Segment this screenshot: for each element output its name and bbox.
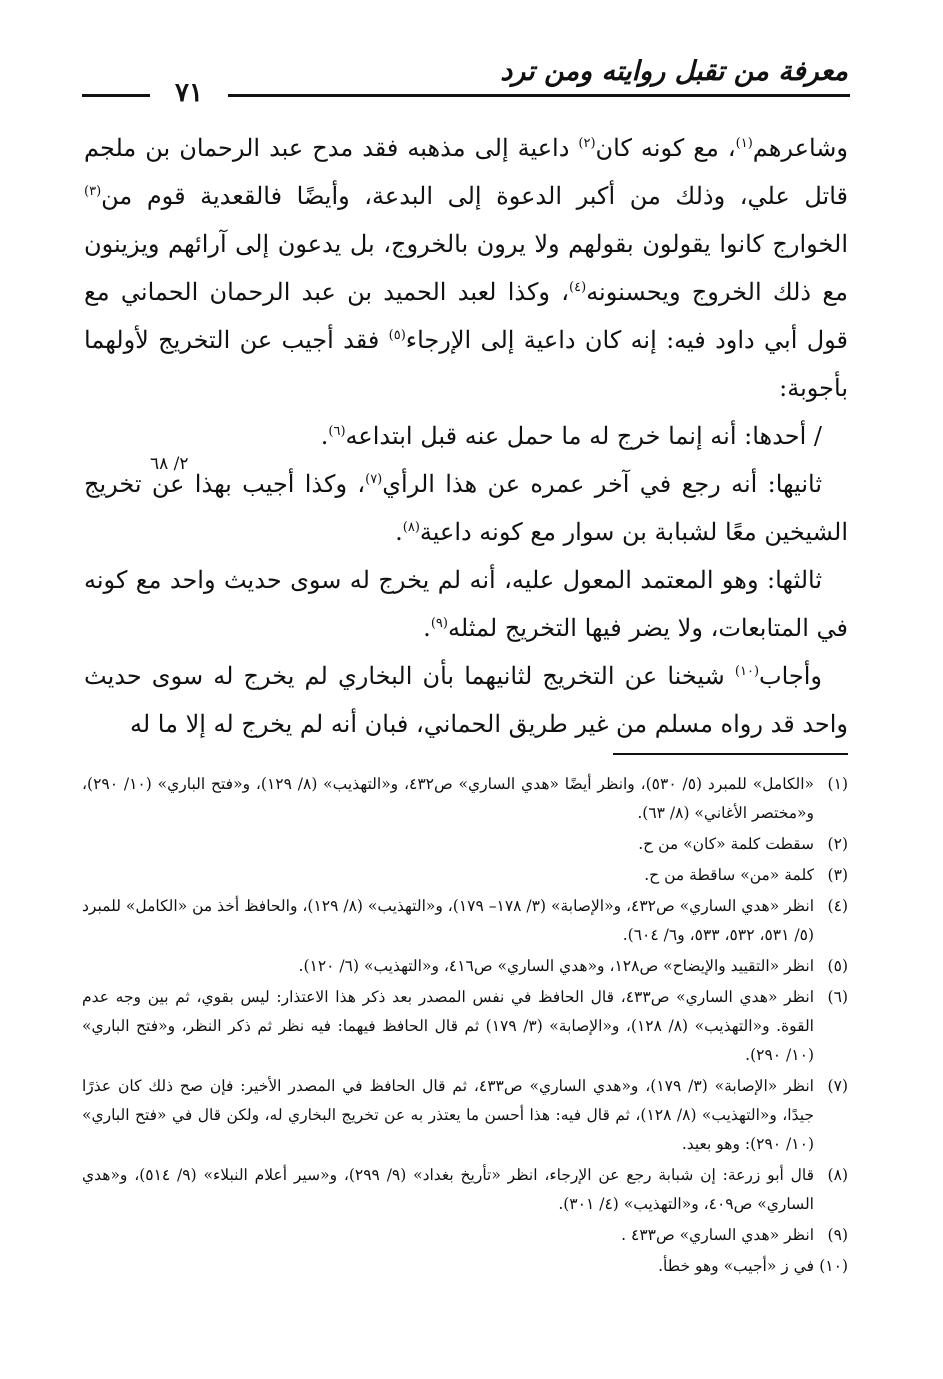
footnote-text: انظر «التقييد والإيضاح» ص١٢٨، و«هدي الساري» ص٤١٦، و«التهذيب» (٦/ ١٢٠).: [298, 957, 814, 975]
footnote-number: (٩): [827, 1226, 848, 1244]
text-run: ، وكذا لعبد الحميد بن عبد الرحمان الحماني مع قول أبي داود فيه: إنه كان داعية إلى الإرجاء: [84, 278, 848, 354]
text-run: ثالثها: وهو المعتمد المعول عليه، أنه لم يخرج له سوى حديث واحد مع كونه في المتابعات، ولا يضر فيها التخريج لمثله: [84, 566, 848, 642]
footnotes: [82, 770, 848, 1283]
footnote-number: (٥): [827, 957, 848, 975]
footnote-marker[interactable]: (٢): [578, 136, 596, 151]
footnote-item: [82, 770, 848, 828]
text-run: ، مع كونه كان: [595, 134, 736, 162]
footnote-number: (١): [827, 775, 848, 793]
text-run: وأجاب: [759, 662, 823, 690]
paragraph-5: [84, 652, 848, 748]
footnote-text: كلمة «من» ساقطة من ح.: [644, 866, 814, 884]
text-run: ، وكذا أجيب بهذا عن تخريج الشيخين معًا لشبابة بن سوار مع كونه داعية: [84, 470, 848, 546]
footnote-text: انظر «هدي الساري» ص٤٣٣ .: [621, 1226, 814, 1244]
main-text: [84, 124, 848, 748]
footnote-number: (١٠): [819, 1257, 848, 1275]
footnote-item: [82, 952, 848, 981]
footnote-marker[interactable]: (٤): [569, 280, 587, 295]
footnote-number: (٨): [827, 1166, 848, 1184]
text-run: .: [320, 422, 329, 450]
margin-reference: ٢/ ٦٨: [150, 454, 189, 474]
text-run: ثانيها: أنه رجع في آخر عمره عن هذا الرأي: [382, 470, 822, 498]
text-run: فقد أجيب عن التخريج لأولهما بأجوبة:: [84, 326, 848, 402]
footnote-number: (٦): [827, 988, 848, 1006]
footnote-marker[interactable]: (٣): [84, 184, 102, 199]
footnote-text: سقطت كلمة «كان» من ح.: [638, 835, 814, 853]
footnote-item: [82, 983, 848, 1070]
footnote-text: في ز «أجيب» وهو خطأ.: [658, 1257, 814, 1275]
footnote-item: [82, 861, 848, 890]
footnote-item: [82, 1221, 848, 1250]
footnote-item: [82, 830, 848, 859]
text-run: .: [423, 614, 431, 642]
footnote-marker[interactable]: (٦): [328, 424, 346, 439]
text-run: .: [395, 518, 403, 546]
text-run: / أحدها: أنه إنما خرج له ما حمل عنه قبل ابتداعه: [345, 422, 822, 450]
footnote-text: انظر «الإصابة» (٣/ ١٧٩)، و«هدي الساري» ص٤٣٣، ثم قال الحافظ في المصدر الأخير: فإن صح ذلك كان عذرًا جيدًا، و«التهذيب» (٨/ ١٢٨)، ثم قال فيه: هذا أحسن ما يعتذر به عن تخريج البخاري له، ولكن قال في «فتح الباري» (١٠/ ٢٩٠): وهو بعيد.: [82, 1077, 815, 1153]
footnote-item: [82, 1161, 848, 1219]
footnote-text: انظر «هدي الساري» ص٤٣٣، قال الحافظ في نفس المصدر بعد ذكر هذا الاعتذار: ليس بقوي، ثم بين وجه عدم القوة. و«التهذيب» (٨/ ١٢٨)، و«الإصابة» (٣/ ١٧٩) ثم قال الحافظ فيهما: فيه نظر ثم ذكر النظر، و«فتح الباري» (١٠/ ٢٩٠).: [82, 988, 814, 1064]
paragraph-1: [84, 124, 848, 412]
text-run: وشاعرهم: [752, 134, 848, 162]
page-number-box: [150, 78, 228, 114]
footnote-text: قال أبو زرعة: إن شبابة رجع عن الإرجاء، انظر «تأريخ بغداد» (٩/ ٢٩٩)، و«سير أعلام النبلاء» (٩/ ٥١٤)، و«هدي الساري» ص٤٠٩، و«التهذيب» (٤/ ٣٠١).: [82, 1166, 815, 1213]
footnote-number: (٣): [827, 866, 848, 884]
paragraph-3: [84, 460, 848, 556]
footnote-marker[interactable]: (٨): [402, 520, 420, 535]
footnote-text: انظر «هدي الساري» ص٤٣٢، و«الإصابة» (٣/ ١٧٨– ١٧٩)، و«التهذيب» (٨/ ١٢٩)، والحافظ أخذ من «الكامل» للمبرد (٥/ ٥٣١، ٥٣٢، ٥٣٣، و٦/ ٦٠٤).: [81, 897, 814, 944]
footnote-number: (٤): [827, 897, 848, 915]
text-run: الخوارج كانوا يقولون بقولهم ولا يرون بالخروج، بل يدعون إلى آرائهم ويزينون مع ذلك الخروج ويحسنونه: [84, 230, 849, 306]
footnote-marker[interactable]: (١): [735, 136, 753, 151]
footnote-text: «الكامل» للمبرد (٥/ ٥٣٠)، وانظر أيضًا «هدي الساري» ص٤٣٢، و«التهذيب» (٨/ ١٢٩)، و«فتح الباري» (١٠/ ٢٩٠)، و«مختصر الأغاني» (٨/ ٦٣).: [82, 775, 815, 822]
footnote-marker[interactable]: (٧): [365, 472, 383, 487]
text-run: شيخنا عن التخريج لثانيهما بأن البخاري لم يخرج له سوى حديث واحد قد رواه مسلم من غير طريق الحماني، فبان أنه لم يخرج له إلا ما له: [84, 662, 848, 738]
paragraph-2: [84, 412, 848, 460]
page-number: ٧١: [175, 78, 203, 108]
footnote-marker[interactable]: (٥): [388, 328, 406, 343]
text-run: داعية إلى مذهبه فقد مدح عبد الرحمان بن ملجم قاتل علي، وذلك من أكبر الدعوة إلى البدعة، وأيضًا فالقعدية قوم من: [84, 134, 848, 210]
running-header-title: معرفة من تقبل روايته ومن ترد: [500, 56, 848, 87]
footnote-item: [82, 1252, 848, 1281]
footnote-number: (٢): [827, 835, 848, 853]
footnote-marker[interactable]: (٩): [430, 616, 448, 631]
footnote-separator: [613, 753, 848, 755]
footnote-marker[interactable]: (١٠): [734, 664, 760, 679]
paragraph-4: [84, 556, 848, 652]
footnote-item: [82, 1072, 848, 1159]
footnote-item: [82, 892, 848, 950]
footnote-number: (٧): [827, 1077, 848, 1095]
